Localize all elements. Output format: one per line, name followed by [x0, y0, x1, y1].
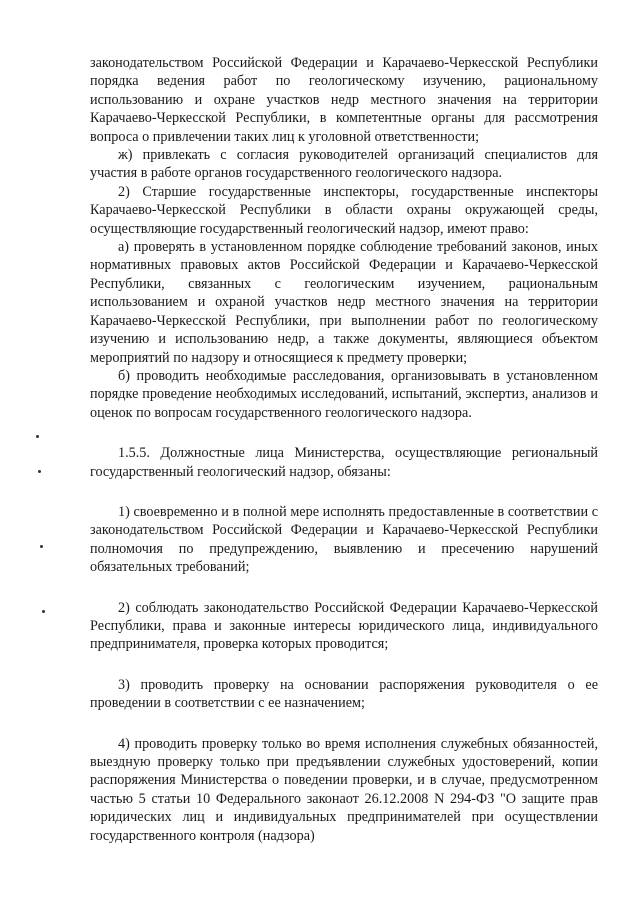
scan-speck	[36, 435, 39, 438]
paragraph-item-a: а) проверять в установленном порядке соблюдение требований законов, иных нормативных правовых актов Российской Федерации и Карачаево-Черкесской Республики, связанных с геологическим изучением, рациональным использованием и охраной участков недр местного значения на территории Карачаево-Черкесской Республики, при выполнении работ по геологическому изучению и использованию недр, а также документы, являющиеся объектом мероприятий по надзору и относящиеся к предмету проверки;	[90, 239, 598, 366]
paragraph-inspectors-rights: 2) Старшие государственные инспекторы, государственные инспекторы Карачаево-Черкесской Республики в области охраны окружающей среды, осуществляющие государственный геологический надзор, имеют право:	[90, 183, 598, 237]
paragraph-duty-1: 1) своевременно и в полной мере исполнять предоставленные в соответствии с законодательством Российской Федерации и Карачаево-Черкесской Республики полномочия по предупреждению, выявлению и пресечению нарушений обязательных требований;	[90, 503, 598, 576]
paragraph-item-b: б) проводить необходимые расследования, организовывать в установленном порядке проведение необходимых исследований, испытаний, экспертиз, анализов и оценок по вопросам государственного геологического надзора.	[90, 367, 598, 421]
paragraph-duty-2: 2) соблюдать законодательство Российской Федерации Карачаево-Черкесской Республики, права и законные интересы юридического лица, индивидуального предпринимателя, проверка которых проводится;	[90, 599, 598, 653]
spacer	[90, 577, 598, 599]
spacer	[90, 654, 598, 676]
scan-speck	[38, 470, 41, 473]
spacer	[90, 422, 598, 444]
spacer	[90, 713, 598, 735]
document-body	[90, 54, 598, 845]
scan-speck	[42, 610, 45, 613]
scan-speck	[40, 545, 43, 548]
paragraph-duty-3: 3) проводить проверку на основании распоряжения руководителя о ее проведении в соответствии с ее назначением;	[90, 676, 598, 712]
paragraph-duty-4: 4) проводить проверку только во время исполнения служебных обязанностей, выездную проверку только при предъявлении служебных удостоверений, копии распоряжения Министерства о поведении проверки, и в случае, предусмотренном частью 5 статьи 10 Федерального законаот 26.12.2008 N 294-ФЗ "О защите прав юридических лиц и индивидуальных предпринимателей при осуществлении государственного контроля (надзора)	[90, 735, 598, 844]
paragraph-1-5-5: 1.5.5. Должностные лица Министерства, осуществляющие региональный государственный геологический надзор, обязаны:	[90, 445, 598, 480]
paragraph-liability: законодательством Российской Федерации и Карачаево-Черкесской Республики порядка ведения работ по геологическому изучению, рациональному использованию и охране участков недр местного значения на территории Карачаево-Черкесской Республики, в компетентные органы для рассмотрения вопроса о привлечении таких лиц к уголовной ответственности;	[90, 55, 598, 145]
paragraph-item-zh: ж) привлекать с согласия руководителей организаций специалистов для участия в работе органов государственного геологического надзора.	[90, 147, 598, 182]
spacer	[90, 481, 598, 503]
